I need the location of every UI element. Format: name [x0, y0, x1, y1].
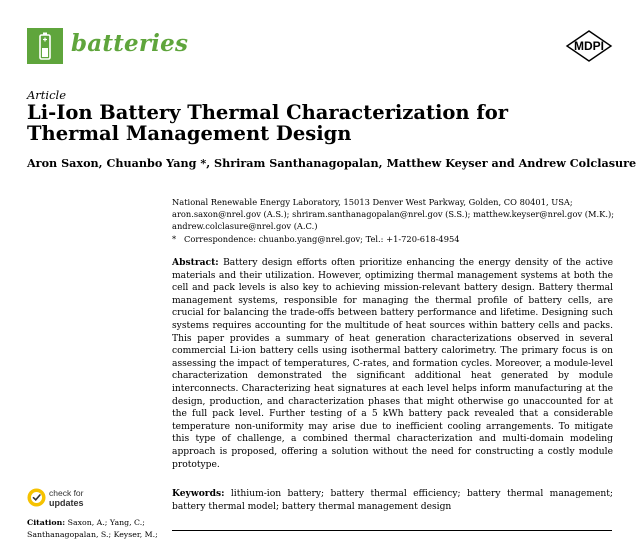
affiliation-line: andrew.colclasure@nrel.gov (A.C.) [172, 221, 318, 232]
journal-logo [27, 28, 63, 64]
abstract [172, 257, 613, 471]
affiliation-block [172, 196, 615, 245]
article-type: Article [27, 88, 67, 102]
affiliation-line: aron.saxon@nrel.gov (A.S.); shriram.santhanagopalan@nrel.gov (S.S.); matthew.keyser@nrel.gov (M.K.); [172, 209, 615, 220]
publisher-name: MDPI [574, 39, 604, 53]
journal-name: batteries [71, 30, 189, 57]
abstract-label: Abstract: [172, 257, 219, 268]
check-updates-line1: check for [49, 488, 84, 498]
correspondence-mark: * [172, 233, 177, 244]
page-title: Li-Ion Battery Thermal Characterization for Thermal Management Design [27, 101, 509, 145]
citation-label: Citation: [27, 518, 66, 527]
citation-line: Saxon, A.; Yang, C.; [67, 518, 145, 527]
citation-block [27, 517, 167, 541]
correspondence-text: Correspondence: chuanbo.yang@nrel.gov; Tel.: +1-720-618-4954 [184, 233, 460, 244]
publisher-logo [565, 30, 613, 66]
correspondence-line [172, 233, 612, 245]
author-list: Aron Saxon, Chuanbo Yang *, Shriram Santhanagopalan, Matthew Keyser and Andrew Colclasure [27, 156, 637, 170]
affiliation-line: National Renewable Energy Laboratory, 15013 Denver West Parkway, Golden, CO 80401, USA; [172, 197, 573, 207]
check-updates-line2: updates [49, 497, 84, 508]
check-updates-link[interactable] [49, 489, 84, 508]
abstract-text: Battery design efforts often prioritize enhancing the energy density of the active materials and their utilization. However, optimizing thermal management systems at both the cell and pack levels is also key to achieving mission-relevant battery design. Battery thermal management systems, responsible for managing the thermal profile of battery cells, are crucial for balancing the trade-offs between battery performance and lifetime. Designing such systems requires accounting for the multitude of heat sources within battery cells and packs. This paper provides a summary of heat generation characterizations observed in several commercial Li-ion battery cells using isothermal battery calorimetry. The primary focus is on assessing the impact of temperatures, C-rates, and formation cycles. Moreover, a module-level characterization demonstrated the significant additional heat generated by module interconnects. Characterizing heat signatures at each level helps inform manufacturing at the design, production, and characterization phases that might otherwise go unaccounted for at the full pack level. Further testing of a 5 kWh battery pack revealed that a considerable temperature non-uniformity may arise due to inefficient cooling arrangements. To mitigate this type of challenge, a combined thermal characterization and multi-domain modeling approach is proposed, offering a solution without the need for constructing a costly module prototype. [172, 258, 614, 470]
keywords-text: lithium-ion battery; battery thermal efficiency; battery thermal management; battery thermal model; battery thermal management design [172, 489, 613, 512]
keywords [172, 488, 613, 513]
section-divider [172, 530, 612, 531]
battery-icon [27, 28, 63, 64]
keywords-label: Keywords: [172, 488, 225, 499]
check-updates-icon[interactable] [27, 488, 46, 511]
citation-line: Santhanagopalan, S.; Keyser, M.; [27, 530, 158, 539]
